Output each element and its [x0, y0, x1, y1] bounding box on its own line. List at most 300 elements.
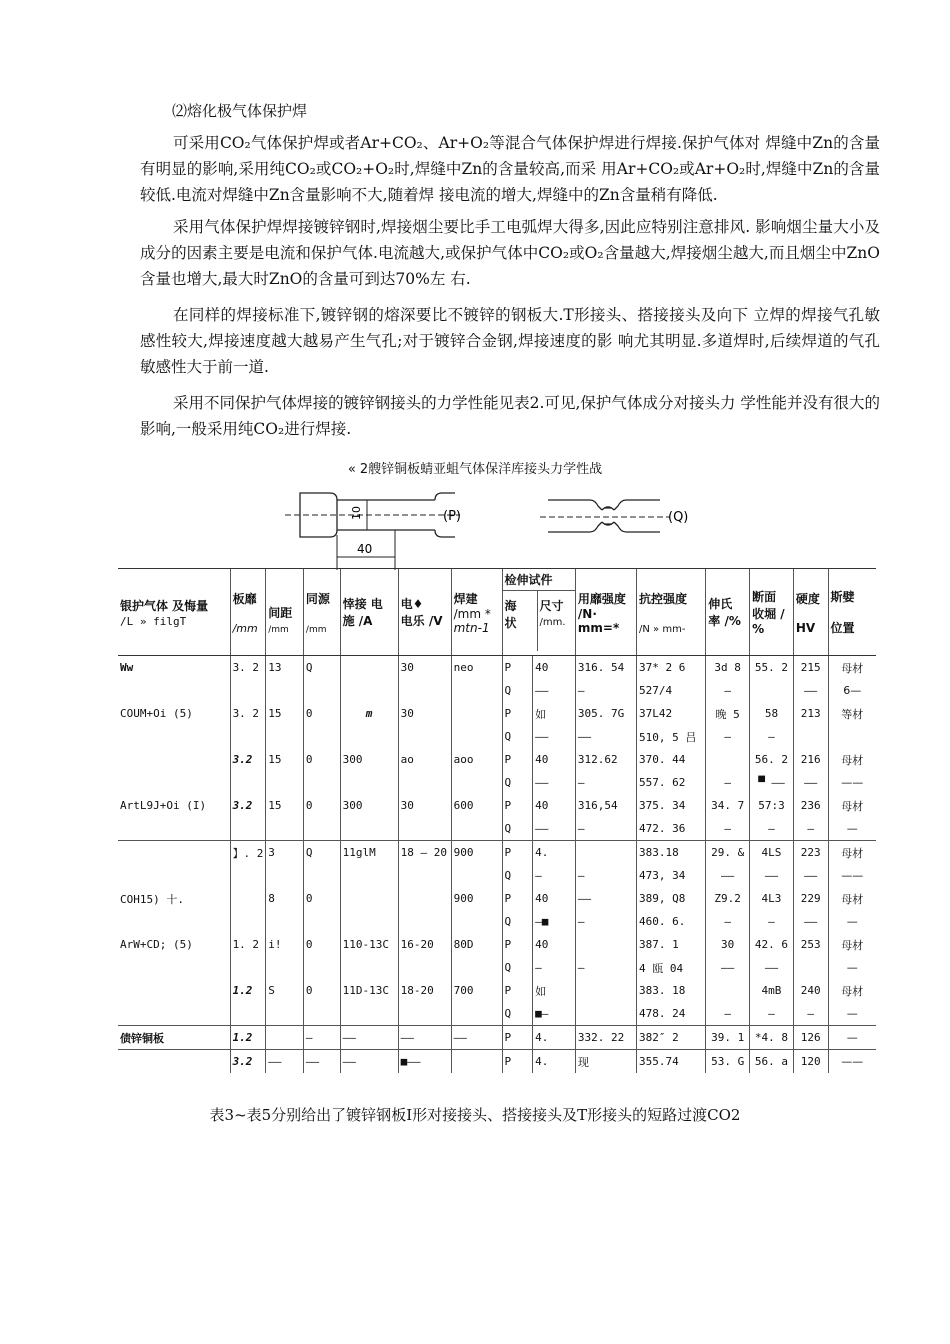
table-row — [118, 1026, 876, 1050]
cell-gap — [266, 1026, 304, 1050]
cell-loc: — — [828, 1002, 876, 1026]
cell-el: 53. G — [706, 1050, 750, 1074]
cell-ys: — — [575, 864, 636, 887]
cell-v: —— — [398, 1026, 451, 1050]
cell-gas: COUM+Oi (5) — [120, 707, 193, 720]
cell-loc: — — [828, 1026, 876, 1050]
cell-hv: 253 — [793, 933, 828, 956]
cell-gas: Ww — [118, 656, 230, 680]
cell-sz: 4. — [533, 1050, 576, 1074]
cell-ra: — — [750, 817, 794, 841]
header-row — [118, 569, 876, 656]
cell-ys — [575, 933, 636, 956]
cell-ts: 478. 24 — [637, 1002, 706, 1026]
cell-t — [230, 864, 266, 887]
cell-loc: —— — [828, 864, 876, 887]
cell-gas: 债锌铜板 — [118, 1026, 230, 1050]
cell-ra: 55. 2 — [750, 656, 794, 680]
cell-sh: P — [502, 702, 533, 725]
cell-i — [340, 887, 398, 910]
cell-ys — [575, 841, 636, 865]
cell-sz: — — [533, 956, 576, 979]
cell-src — [303, 771, 340, 794]
table-row — [118, 887, 876, 910]
cell-hv: 223 — [793, 841, 828, 865]
cell-loc: 母材 — [828, 748, 876, 771]
cell-gap: i! — [266, 933, 304, 956]
cell-sh: P — [502, 841, 533, 865]
cell-hv: 236 — [793, 794, 828, 817]
cell-sh: Q — [502, 864, 533, 887]
cell-el: 29. & — [706, 841, 750, 865]
cell-t: 3.2 — [230, 794, 266, 817]
cell-ys: 316,54 — [575, 794, 636, 817]
cell-ra: 4L3 — [750, 887, 794, 910]
cell-sh: P — [502, 748, 533, 771]
cell-ts: 370. 44 — [637, 748, 706, 771]
cell-el: 30 — [706, 933, 750, 956]
cell-sz: 4. — [533, 1026, 576, 1050]
table-row — [118, 679, 876, 702]
cell-hv: —— — [793, 771, 828, 794]
cell-el — [706, 979, 750, 1002]
cell-loc — [828, 725, 876, 748]
cell-gap — [266, 679, 304, 702]
col-speed: 焊建 /mm * mtn-1 — [451, 569, 502, 656]
cell-gap — [266, 1002, 304, 1026]
cell-ts: 460. 6. — [637, 910, 706, 933]
cell-ra — [750, 679, 794, 702]
cell-sz: 40 — [533, 656, 576, 680]
cell-t: 】. 2 — [230, 841, 266, 865]
paragraph-2: 采用气体保护焊焊接镀锌钢时,焊接烟尘要比手工电弧焊大得多,因此应特别注意排风. 影响烟尘量大小及成分的因素主要是电流和保护气体.电流越大,或保护气体中CO₂或O₂含量越大,焊接烟尘越大,而且烟尘中ZnO含量也增大,最大时ZnO的含量可到达70%左 右. — [140, 218, 880, 288]
cell-sh: P — [502, 1026, 533, 1050]
cell-i: m — [340, 702, 398, 725]
cell-v — [398, 1002, 451, 1026]
cell-src — [303, 1002, 340, 1026]
cell-ys: — — [575, 817, 636, 841]
cell-el: 晚 5 — [706, 702, 750, 725]
table-row — [118, 979, 876, 1002]
section-heading: ⑵熔化极气体保护焊 — [172, 102, 308, 120]
cell-ys: — — [575, 910, 636, 933]
cell-sz: 如 — [533, 979, 576, 1002]
cell-v — [398, 817, 451, 841]
cell-ra: —— — [750, 864, 794, 887]
cell-ra: 57:3 — [750, 794, 794, 817]
cell-el: — — [706, 679, 750, 702]
cell-i — [340, 864, 398, 887]
cell-ys: — — [575, 679, 636, 702]
cell-ts: 375. 34 — [637, 794, 706, 817]
cell-src: 0 — [303, 748, 340, 771]
cell-hv: 229 — [793, 887, 828, 910]
table-row — [118, 748, 876, 771]
cell-sh: P — [502, 933, 533, 956]
cell-spd: 700 — [451, 979, 502, 1002]
col-tensile: 抗控强度 /N » mm- — [637, 569, 706, 656]
col-voltage: 电♦ 电乐 /V — [398, 569, 451, 656]
cell-v: ■—— — [398, 1050, 451, 1074]
cell-hv: 216 — [793, 748, 828, 771]
cell-hv: 240 — [793, 979, 828, 1002]
cell-sz: — — [533, 864, 576, 887]
cell-ts: 383.18 — [637, 841, 706, 865]
cell-el: Z9.2 — [706, 887, 750, 910]
cell-ra: ▀ —— — [750, 771, 794, 794]
cell-spd: 80D — [451, 933, 502, 956]
col-tensile-specimen: 检伸试件 海 状 尺寸 /mm. — [502, 569, 575, 656]
cell-el: — — [706, 1002, 750, 1026]
cell-v: 18-20 — [398, 979, 451, 1002]
cell-gas — [118, 864, 230, 887]
cell-gas — [118, 1050, 230, 1074]
cell-ts: 382″ 2 — [637, 1026, 706, 1050]
col-current: 悻接 电 施 /A — [340, 569, 398, 656]
cell-t — [230, 887, 266, 910]
cell-v — [398, 725, 451, 748]
mechanical-properties-table — [118, 568, 876, 1073]
cell-ys — [575, 1002, 636, 1026]
cell-spd — [451, 864, 502, 887]
cell-i — [340, 679, 398, 702]
cell-loc: —— — [828, 771, 876, 794]
table-row — [118, 933, 876, 956]
cell-src: 0 — [303, 979, 340, 1002]
paragraph-3: 在同样的焊接标准下,镀锌钢的熔深要比不镀锌的钢板大.T形接头、搭接接头及向下 立焊的焊接气孔敏感性较大,焊接速度越大越易产生气孔;对于镀锌合金钢,焊接速度的影 响尤其明显.多道焊时,后续焊道的气孔敏感性大于前一道. — [140, 306, 880, 376]
cell-ts: 4 瓯 04 — [637, 956, 706, 979]
cell-i: —— — [340, 1050, 398, 1074]
cell-t: 1.2 — [230, 1026, 266, 1050]
cell-v — [398, 771, 451, 794]
cell-sh: P — [502, 979, 533, 1002]
col-reduction: 断面 收堀 / % — [750, 569, 794, 656]
cell-ys: —— — [575, 887, 636, 910]
cell-gas — [118, 841, 230, 865]
cell-hv — [793, 725, 828, 748]
cell-gap: 15 — [266, 748, 304, 771]
cell-t — [230, 725, 266, 748]
table-row — [118, 771, 876, 794]
cell-ra: *4. 8 — [750, 1026, 794, 1050]
dim-40-label: 40 — [357, 542, 373, 556]
table-row — [118, 702, 876, 725]
cell-i — [340, 725, 398, 748]
cell-i: 300 — [340, 748, 398, 771]
cell-i — [340, 910, 398, 933]
cell-sh: P — [502, 1050, 533, 1074]
cell-gap — [266, 817, 304, 841]
specimen-q-label: (Q) — [668, 510, 689, 525]
cell-sh: Q — [502, 817, 533, 841]
cell-ys: — — [575, 956, 636, 979]
cell-ys: 现 — [575, 1050, 636, 1074]
cell-gap — [266, 956, 304, 979]
table-row — [118, 725, 876, 748]
cell-spd: —— — [451, 1026, 502, 1050]
cell-gas — [118, 979, 230, 1002]
cell-ra: 4mB — [750, 979, 794, 1002]
cell-t: 1. 2 — [230, 933, 266, 956]
cell-i: 11D-13C — [340, 979, 398, 1002]
cell-sh: Q — [502, 910, 533, 933]
col-gas: 银护气体 及悔量 /L » filgT — [118, 569, 230, 656]
cell-loc: — — [828, 910, 876, 933]
cell-gap: 15 — [266, 702, 304, 725]
cell-gap: 8 — [266, 887, 304, 910]
cell-loc: —— — [828, 1050, 876, 1074]
cell-loc: 母材 — [828, 841, 876, 865]
col-fracture: 斯嬖 位置 — [828, 569, 876, 656]
cell-v: ao — [398, 748, 451, 771]
cell-sh: Q — [502, 679, 533, 702]
cell-loc: 母材 — [828, 794, 876, 817]
cell-src — [303, 864, 340, 887]
cell-spd — [451, 956, 502, 979]
col-elongation: 伸氏 率 /% — [706, 569, 750, 656]
col-thickness: 板靡 /mm — [230, 569, 266, 656]
cell-ys: — — [575, 771, 636, 794]
table-row — [118, 841, 876, 865]
cell-sh: P — [502, 794, 533, 817]
cell-ts: 557. 62 — [637, 771, 706, 794]
cell-el — [706, 748, 750, 771]
table-row — [118, 864, 876, 887]
paragraph-1: 可采用CO₂气体保护焊或者Ar+CO₂、Ar+O₂等混合气体保护焊进行焊接.保护气体对 焊缝中Zn的含量有明显的影响,采用纯CO₂或CO₂+O₂时,焊缝中Zn的含量较高,而采 用Ar+CO₂或Ar+O₂时,焊缝中Zn的含量较低.电流对焊缝中Zn含量影响不大,随着焊 接电流的增大,焊缝中的Zn含量稍有降低. — [140, 134, 880, 204]
cell-ra: 56. 2 — [750, 748, 794, 771]
cell-sz: 40 — [533, 794, 576, 817]
cell-ts: 37L42 — [637, 702, 706, 725]
cell-v: 18 — 20 — [398, 841, 451, 865]
cell-el: — — [706, 817, 750, 841]
cell-ys: 312.62 — [575, 748, 636, 771]
cell-gas: ArtL9J+Oi (I) — [120, 799, 207, 812]
cell-spd — [451, 910, 502, 933]
cell-ys: 332. 22 — [575, 1026, 636, 1050]
cell-el: —— — [706, 956, 750, 979]
cell-gas — [118, 817, 230, 841]
cell-gas: ArW+CD; (5) — [120, 938, 193, 951]
cell-sz: —■ — [533, 910, 576, 933]
cell-i: 11glM — [340, 841, 398, 865]
col-source: 同源 /mm — [303, 569, 340, 656]
cell-ts: 387. 1 — [637, 933, 706, 956]
cell-t: 3.2 — [230, 1050, 266, 1074]
cell-src — [303, 956, 340, 979]
table-row — [118, 910, 876, 933]
cell-sz: 如 — [533, 702, 576, 725]
col-yield: 用靡强度 /N· mm=* — [575, 569, 636, 656]
cell-i — [340, 1002, 398, 1026]
cell-spd: neo — [451, 656, 502, 680]
cell-sh: Q — [502, 725, 533, 748]
cell-ts: 389, Q8 — [637, 887, 706, 910]
cell-gap: 15 — [266, 794, 304, 817]
cell-ys: 316. 54 — [575, 656, 636, 680]
cell-ra: 4LS — [750, 841, 794, 865]
cell-t: 3.2 — [230, 748, 266, 771]
cell-spd: 600 — [451, 794, 502, 817]
footer-text: 表3~表5分别给出了镀锌钢板I形对接接头、搭接接头及T形接头的短路过渡CO2 — [209, 1106, 741, 1124]
cell-t: 3. 2 — [230, 702, 266, 725]
cell-spd — [451, 771, 502, 794]
cell-src: Q — [303, 841, 340, 865]
cell-ts: 472. 36 — [637, 817, 706, 841]
cell-src: — — [303, 1026, 340, 1050]
cell-ts: 37* 2 6 — [637, 656, 706, 680]
cell-t — [230, 1002, 266, 1026]
cell-ra: —— — [750, 956, 794, 979]
cell-sh: P — [502, 656, 533, 680]
table-row — [118, 817, 876, 841]
cell-sz: —— — [533, 817, 576, 841]
table-caption: « 2艘锌铜板蜻亚蛆气体保洋库接头力学性战 — [347, 462, 603, 477]
specimen-q-diagram — [540, 490, 720, 550]
cell-hv: —— — [793, 864, 828, 887]
cell-hv: 213 — [793, 702, 828, 725]
cell-ts: 355.74 — [637, 1050, 706, 1074]
cell-gap: 13 — [266, 656, 304, 680]
cell-spd — [451, 1002, 502, 1026]
cell-gap: —— — [266, 1050, 304, 1074]
cell-loc: 母材 — [828, 979, 876, 1002]
cell-t — [230, 817, 266, 841]
cell-gap — [266, 725, 304, 748]
cell-src: 0 — [303, 794, 340, 817]
cell-gas — [118, 748, 230, 771]
cell-loc: — — [828, 817, 876, 841]
cell-el: 39. 1 — [706, 1026, 750, 1050]
weld-reinforcement — [602, 507, 614, 525]
cell-gas — [118, 1002, 230, 1026]
cell-v — [398, 679, 451, 702]
cell-t — [230, 910, 266, 933]
cell-ra: 56. a — [750, 1050, 794, 1074]
cell-el: —— — [706, 864, 750, 887]
cell-sz: 40 — [533, 933, 576, 956]
cell-loc: 母材 — [828, 933, 876, 956]
cell-ts: 473, 34 — [637, 864, 706, 887]
cell-src — [303, 817, 340, 841]
cell-v: 30 — [398, 702, 451, 725]
cell-ra: 42. 6 — [750, 933, 794, 956]
cell-spd — [451, 702, 502, 725]
cell-gas — [118, 679, 230, 702]
cell-v: 30 — [398, 656, 451, 680]
cell-src — [303, 725, 340, 748]
cell-src: 0 — [303, 933, 340, 956]
cell-v — [398, 910, 451, 933]
cell-spd — [451, 679, 502, 702]
cell-src: 0 — [303, 887, 340, 910]
cell-src: —— — [303, 1050, 340, 1074]
cell-hv: 126 — [793, 1026, 828, 1050]
cell-gap: S — [266, 979, 304, 1002]
cell-gas: COH15) 十. — [120, 892, 184, 906]
cell-src — [303, 679, 340, 702]
specimen-left — [548, 500, 602, 532]
cell-spd: aoo — [451, 748, 502, 771]
cell-ts: 510, 5 吕 — [637, 725, 706, 748]
cell-ra: — — [750, 725, 794, 748]
cell-ts: 527/4 — [637, 679, 706, 702]
specimen-right — [614, 500, 660, 532]
cell-spd: 900 — [451, 841, 502, 865]
cell-i: 110-13C — [340, 933, 398, 956]
cell-i: —— — [340, 1026, 398, 1050]
cell-i — [340, 771, 398, 794]
cell-gap — [266, 910, 304, 933]
table-row — [118, 656, 876, 680]
cell-v — [398, 887, 451, 910]
cell-sh: Q — [502, 956, 533, 979]
cell-gap: 3 — [266, 841, 304, 865]
cell-sh: Q — [502, 1002, 533, 1026]
cell-gas — [118, 956, 230, 979]
cell-sz: 40 — [533, 887, 576, 910]
table-row — [118, 956, 876, 979]
cell-t — [230, 771, 266, 794]
cell-t — [230, 956, 266, 979]
cell-t: 3. 2 — [230, 656, 266, 680]
cell-gas — [118, 910, 230, 933]
cell-sz: ■— — [533, 1002, 576, 1026]
cell-t — [230, 679, 266, 702]
cell-loc: 6— — [828, 679, 876, 702]
col-hardness: 硬度 HV — [793, 569, 828, 656]
cell-el: 34. 7 — [706, 794, 750, 817]
cell-v: 16-20 — [398, 933, 451, 956]
cell-i — [340, 817, 398, 841]
cell-loc: 母材 — [828, 656, 876, 680]
cell-gas — [118, 771, 230, 794]
cell-el: — — [706, 771, 750, 794]
cell-ra: 58 — [750, 702, 794, 725]
cell-hv: 120 — [793, 1050, 828, 1074]
table-row — [118, 1050, 876, 1074]
cell-v: 30 — [398, 794, 451, 817]
cell-el: 3d 8 — [706, 656, 750, 680]
cell-sh: P — [502, 887, 533, 910]
cell-el: — — [706, 910, 750, 933]
cell-v — [398, 956, 451, 979]
cell-sh: Q — [502, 771, 533, 794]
cell-spd: 900 — [451, 887, 502, 910]
cell-sz: —— — [533, 679, 576, 702]
cell-ys: —— — [575, 725, 636, 748]
cell-i — [340, 956, 398, 979]
table-row — [118, 794, 876, 817]
cell-ra: — — [750, 910, 794, 933]
cell-sz: —— — [533, 771, 576, 794]
cell-hv: — — [793, 817, 828, 841]
cell-ys: 305. 7G — [575, 702, 636, 725]
cell-ys — [575, 979, 636, 1002]
cell-loc: 等材 — [828, 702, 876, 725]
cell-v — [398, 864, 451, 887]
dim-10-label: 10 — [350, 506, 363, 520]
cell-hv: —— — [793, 910, 828, 933]
cell-spd — [451, 725, 502, 748]
col-gap: 间距 /mm — [266, 569, 304, 656]
cell-ra: — — [750, 1002, 794, 1026]
cell-loc: 母材 — [828, 887, 876, 910]
cell-sz: 40 — [533, 748, 576, 771]
cell-hv: 215 — [793, 656, 828, 680]
cell-i: 300 — [340, 794, 398, 817]
cell-spd — [451, 817, 502, 841]
specimen-p-diagram — [285, 485, 475, 575]
